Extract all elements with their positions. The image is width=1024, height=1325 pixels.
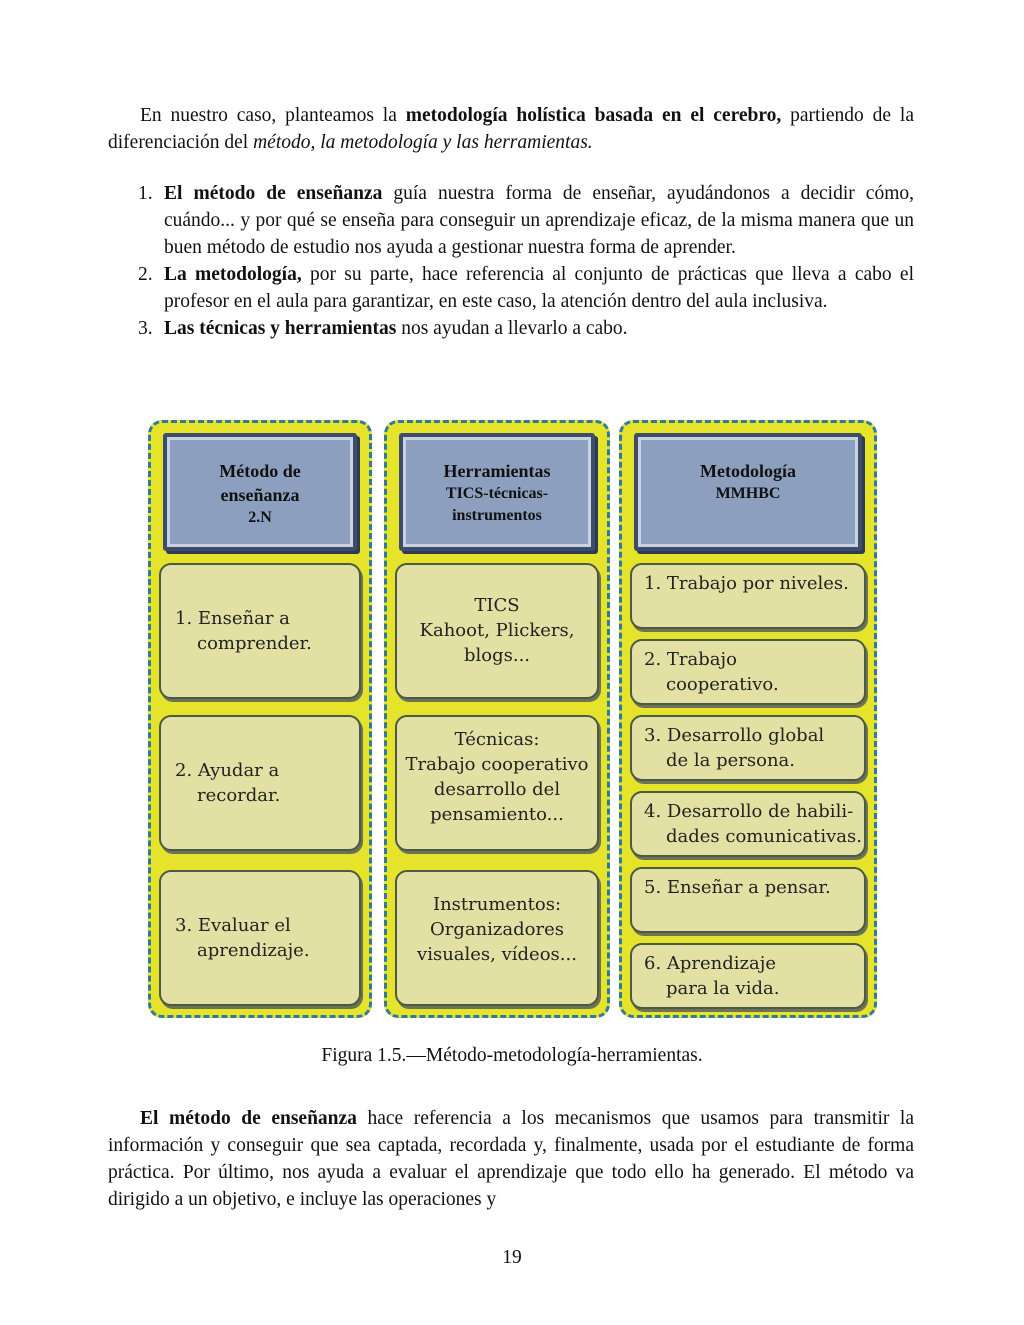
column-header: Metodología MMHBC: [634, 433, 862, 551]
figure-box: Técnicas: Trabajo cooperativo desarrollo del pensamiento...: [395, 715, 599, 851]
intro-bold: metodología holística basada en el cerebro,: [405, 105, 782, 126]
list-item: 2. La metodología, por su parte, hace referencia al conjunto de prácticas que lleva a cabo el profesor en el aula para garantizar, en este caso, la atención dentro del aula inclusiva.: [138, 264, 914, 312]
page-number: 19: [502, 1247, 522, 1268]
figure-box: 3. Desarrollo global de la persona.: [630, 715, 866, 781]
column-header: Método de enseñanza 2.N: [163, 433, 357, 551]
figure-box: 5. Enseñar a pensar.: [630, 867, 866, 933]
figure-caption: Figura 1.5.—Método-metodología-herramientas.: [321, 1045, 703, 1066]
figure-box: TICS Kahoot, Plickers, blogs...: [395, 563, 599, 699]
intro-paragraph: En nuestro caso, planteamos la metodología holística basada en el cerebro, partiendo de la diferenciación del método, la metodología y las herramientas.: [108, 105, 914, 153]
figure-box: 2. Trabajo cooperativo.: [630, 639, 866, 705]
figure-box: Instrumentos: Organizadores visuales, vídeos...: [395, 870, 599, 1006]
body-paragraph: El método de enseñanza hace referencia a los mecanismos que usamos para transmitir la información y conseguir que sea captada, recordada y, finalmente, usada por el estudiante de forma práctica. Por último, nos ayuda a evaluar el aprendizaje que todo ello ha generado. El método va dirigido a un objetivo, e incluye las operaciones y: [108, 1108, 915, 1210]
figure-box: 1. Trabajo por niveles.: [630, 563, 866, 629]
figure-box: 3. Evaluar el aprendizaje.: [159, 870, 361, 1006]
figure-column-herramientas: [384, 420, 610, 1018]
figure-box: 6. Aprendizaje para la vida.: [630, 943, 866, 1009]
figure-box: 2. Ayudar a recordar.: [159, 715, 361, 851]
figure-box: 1. Enseñar a comprender.: [159, 563, 361, 699]
list-item: 3. Las técnicas y herramientas nos ayudan a llevarlo a cabo.: [138, 318, 628, 339]
intro-italic: método, la metodología y las herramientas.: [253, 132, 593, 153]
list-item: 1. El método de enseñanza guía nuestra forma de enseñar, ayudándonos a decidir cómo, cuándo... y por qué se enseña para conseguir un aprendizaje eficaz, de la misma manera que un buen método de estudio nos ayuda a gestionar nuestra forma de aprender.: [138, 183, 914, 258]
figure-column-metodo: [148, 420, 372, 1018]
figure-box: 4. Desarrollo de habili- dades comunicativas.: [630, 791, 866, 857]
numbered-list: [108, 180, 914, 342]
column-header: Herramientas TICS-técnicas- instrumentos: [399, 433, 595, 551]
figure-column-metodologia: [619, 420, 877, 1018]
